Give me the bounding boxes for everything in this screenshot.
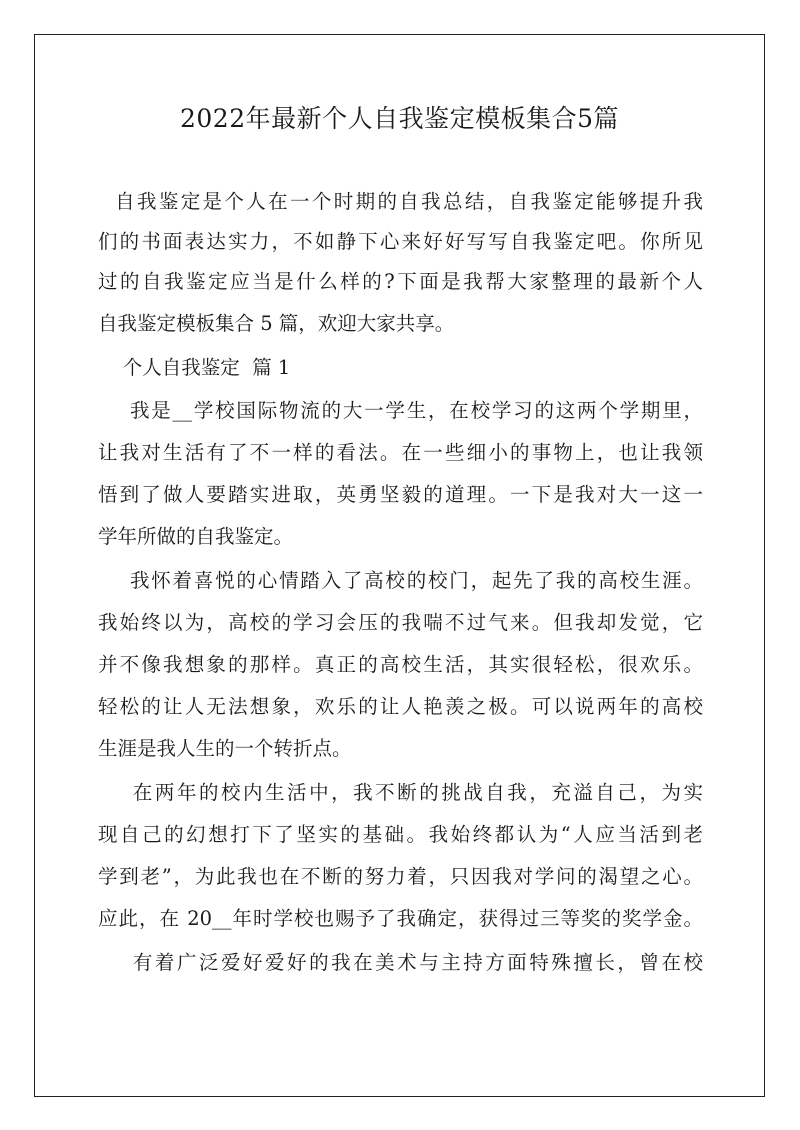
body-line: 学到老”，为此我也在不断的努力着，只因我对学问的渴望之心。 <box>98 865 703 888</box>
body-line: 自我鉴定是个人在一个时期的自我总结，自我鉴定能够提升我 <box>98 190 703 213</box>
body-line: 在两年的校内生活中，我不断的挑战自我，充溢自己，为实 <box>98 781 703 804</box>
body-line: 应此，在 20__年时学校也赐予了我确定，获得过三等奖的奖学金。 <box>98 907 703 930</box>
body-line: 自我鉴定模板集合 5 篇，欢迎大家共享。 <box>98 312 455 335</box>
section-heading: 个人自我鉴定 篇 1 <box>98 356 291 379</box>
body-line: 我是__学校国际物流的大一学生，在校学习的这两个学期里， <box>98 399 703 422</box>
body-line: 过的自我鉴定应当是什么样的?下面是我帮大家整理的最新个人 <box>98 270 703 293</box>
body-line: 现自己的幻想打下了坚实的基础。我始终都认为“人应当活到老 <box>98 823 703 846</box>
body-line: 学年所做的自我鉴定。 <box>98 525 294 548</box>
body-line: 们的书面表达实力，不如静下心来好好写写自我鉴定吧。你所见 <box>98 230 703 253</box>
document-title: 2022年最新个人自我鉴定模板集合5篇 <box>179 104 620 133</box>
body-line: 悟到了做人要踏实进取，英勇坚毅的道理。一下是我对大一这一 <box>98 483 703 506</box>
body-line: 生涯是我人生的一个转折点。 <box>98 737 352 760</box>
body-line: 并不像我想象的那样。真正的高校生活，其实很轻松，很欢乐。 <box>98 653 703 676</box>
body-line: 我怀着喜悦的心情踏入了高校的校门，起先了我的高校生涯。 <box>98 569 703 592</box>
body-line: 我始终以为，高校的学习会压的我喘不过气来。但我却发觉，它 <box>98 611 703 634</box>
body-line: 有着广泛爱好爱好的我在美术与主持方面特殊擅长，曾在校 <box>98 951 703 974</box>
body-line: 轻松的让人无法想象，欢乐的让人艳羡之极。可以说两年的高校 <box>98 695 703 718</box>
body-line: 让我对生活有了不一样的看法。在一些细小的事物上，也让我领 <box>98 441 703 464</box>
